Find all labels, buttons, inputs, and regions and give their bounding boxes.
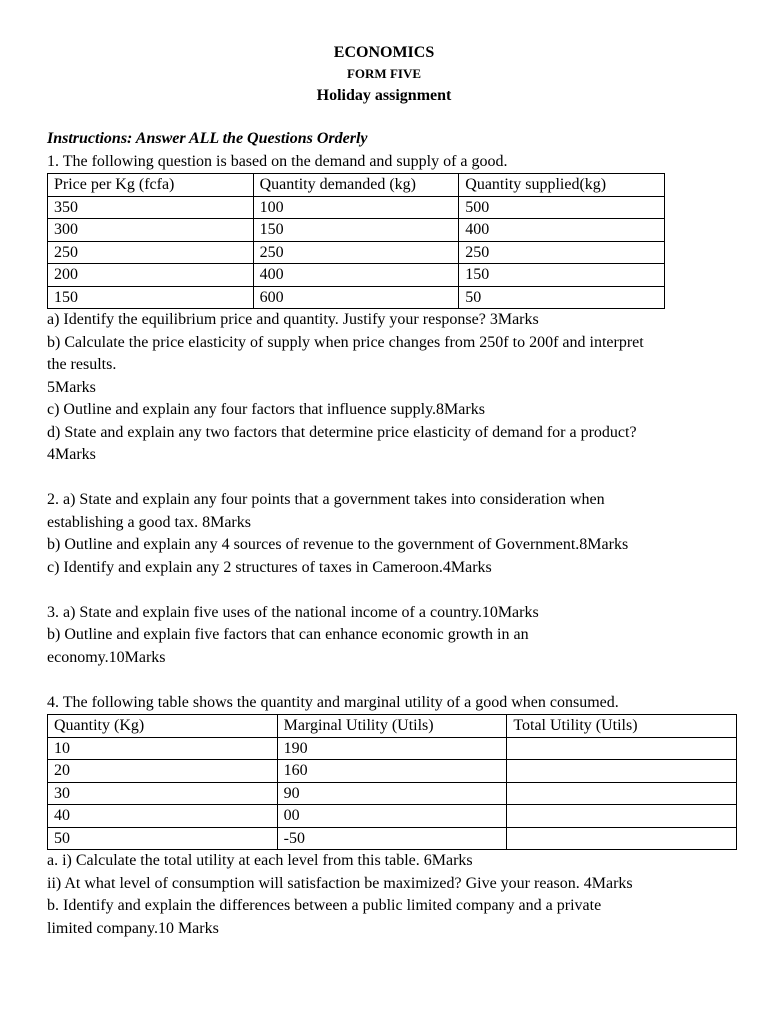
question-line: the results.: [47, 356, 117, 373]
table-cell: 150: [459, 264, 665, 287]
document-header: [0, 0, 768, 107]
document-title: ECONOMICS: [333, 44, 435, 61]
table-cell: [507, 805, 737, 828]
table-cell: 150: [253, 219, 459, 242]
table-cell: 250: [459, 241, 665, 264]
question-line: a) Identify the equilibrium price and quantity. Justify your response? 3Marks: [47, 311, 539, 328]
question-4: [47, 692, 737, 941]
table-row: [48, 782, 737, 805]
table-cell: 300: [48, 219, 254, 242]
question-line: economy.10Marks: [47, 648, 166, 666]
table-cell: 500: [459, 196, 665, 219]
table-header-cell: Price per Kg (fcfa): [48, 174, 254, 197]
instructions: Instructions: Answer ALL the Questions Orderly: [47, 130, 368, 147]
form-level: FORM FIVE: [346, 66, 422, 81]
table-cell: 600: [253, 286, 459, 309]
table-cell: 40: [48, 805, 278, 828]
spacer: [47, 669, 737, 692]
question-line: limited company.10 Marks: [47, 919, 219, 937]
question-line: b. Identify and explain the differences between a public limited company and a private: [47, 897, 602, 914]
table-row: [48, 760, 737, 783]
table-header-row: [48, 174, 665, 197]
spacer: [47, 579, 737, 602]
table-row: [48, 219, 665, 242]
spacer: [47, 467, 737, 490]
question-line: c) Identify and explain any 2 structures of taxes in Cameroon.4Marks: [47, 558, 492, 576]
table-cell: 30: [48, 782, 278, 805]
question-line: 4Marks: [47, 446, 96, 463]
question-line: ii) At what level of consumption will satisfaction be maximized? Give your reason. 4Marks: [47, 874, 633, 892]
table-cell: 00: [277, 805, 507, 828]
question-2: [47, 489, 737, 579]
question-line: 5Marks: [47, 378, 96, 396]
table-cell: 200: [48, 264, 254, 287]
table-row: [48, 827, 737, 850]
table-header-cell: Marginal Utility (Utils): [277, 715, 507, 738]
table-header-cell: Total Utility (Utils): [507, 715, 737, 738]
question-line: a. i) Calculate the total utility at each level from this table. 6Marks: [47, 852, 473, 869]
question-3: [47, 602, 737, 670]
table-row: [48, 286, 665, 309]
table-row: [48, 805, 737, 828]
table-header-cell: Quantity supplied(kg): [459, 174, 665, 197]
table-cell: [507, 737, 737, 760]
table-row: [48, 241, 665, 264]
table-cell: 100: [253, 196, 459, 219]
table-row: [48, 196, 665, 219]
table-cell: 400: [459, 219, 665, 242]
document-body: [47, 128, 737, 940]
question-line: c) Outline and explain any four factors that influence supply.8Marks: [47, 401, 485, 418]
table-cell: 350: [48, 196, 254, 219]
utility-table: [47, 714, 737, 850]
table-cell: 20: [48, 760, 278, 783]
table-cell: [507, 782, 737, 805]
table-cell: 250: [48, 241, 254, 264]
question-line: b) Outline and explain five factors that can enhance economic growth in an: [47, 626, 529, 643]
table-cell: 10: [48, 737, 278, 760]
document-subtitle: Holiday assignment: [316, 87, 452, 104]
table-row: [48, 264, 665, 287]
table-cell: -50: [277, 827, 507, 850]
table-header-cell: Quantity demanded (kg): [253, 174, 459, 197]
question-line: b) Outline and explain any 4 sources of revenue to the government of Government.8Marks: [47, 536, 629, 553]
table-cell: 160: [277, 760, 507, 783]
table-cell: 150: [48, 286, 254, 309]
table-cell: 50: [459, 286, 665, 309]
table-cell: 400: [253, 264, 459, 287]
table-header-row: [48, 715, 737, 738]
question-1: [47, 151, 737, 467]
table-cell: 50: [48, 827, 278, 850]
question-line: d) State and explain any two factors that determine price elasticity of demand for a product?: [47, 423, 637, 441]
question-line: 3. a) State and explain five uses of the national income of a country.10Marks: [47, 603, 539, 621]
question-4-intro: 4. The following table shows the quantity and marginal utility of a good when consumed.: [47, 693, 619, 711]
supply-demand-table: [47, 173, 665, 309]
table-cell: [507, 760, 737, 783]
question-line: 2. a) State and explain any four points that a government takes into consideration when: [47, 491, 605, 508]
table-cell: 250: [253, 241, 459, 264]
question-1-intro: 1. The following question is based on the demand and supply of a good.: [47, 152, 508, 170]
table-cell: [507, 827, 737, 850]
question-line: establishing a good tax. 8Marks: [47, 513, 251, 531]
table-row: [48, 737, 737, 760]
question-line: b) Calculate the price elasticity of supply when price changes from 250f to 200f and interpret: [47, 333, 644, 351]
table-header-cell: Quantity (Kg): [48, 715, 278, 738]
table-cell: 90: [277, 782, 507, 805]
table-cell: 190: [277, 737, 507, 760]
